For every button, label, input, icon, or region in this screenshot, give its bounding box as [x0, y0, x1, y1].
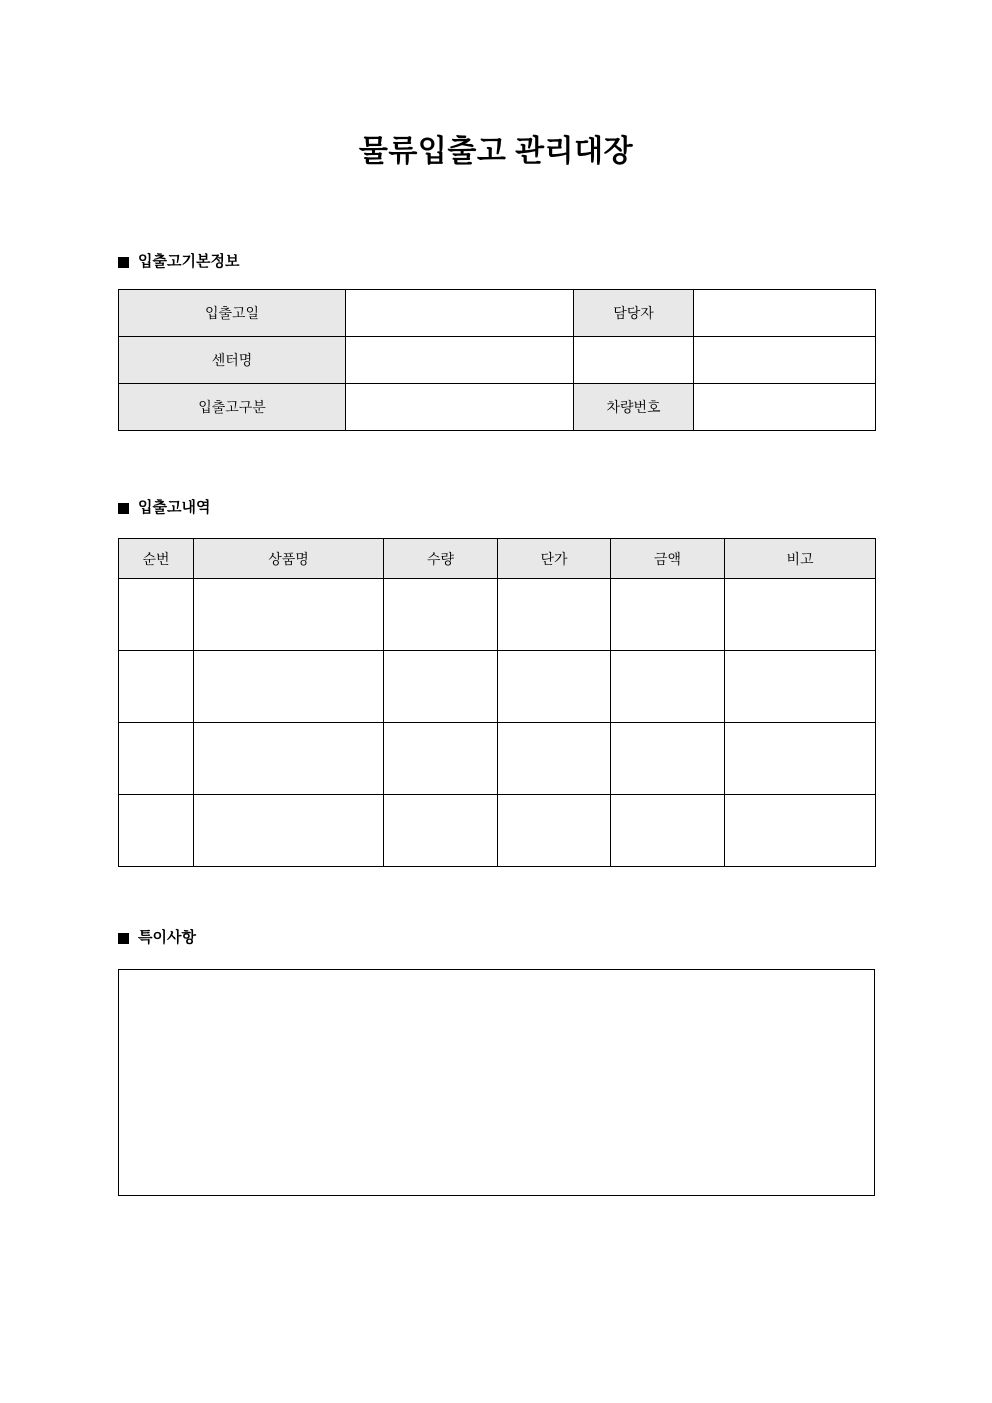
cell-quantity[interactable]	[384, 795, 498, 867]
table-row	[119, 290, 876, 337]
cell-no[interactable]	[119, 579, 194, 651]
cell-amount[interactable]	[611, 651, 725, 723]
table-row	[119, 579, 876, 651]
section-heading-label: 입출고내역	[138, 499, 211, 516]
cell-unit-price[interactable]	[498, 723, 611, 795]
page-title: 물류입출고 관리대장	[358, 135, 634, 168]
cell-unit-price[interactable]	[498, 795, 611, 867]
column-header-amount: 금액	[611, 539, 725, 579]
column-header-quantity: 수량	[384, 539, 498, 579]
basic-info-table	[118, 289, 876, 431]
square-bullet-icon	[118, 503, 129, 514]
column-header-product-name: 상품명	[194, 539, 384, 579]
cell-quantity[interactable]	[384, 723, 498, 795]
field-value-inout-date[interactable]	[346, 290, 574, 337]
field-value-blank[interactable]	[694, 337, 876, 384]
cell-amount[interactable]	[611, 579, 725, 651]
table-header-row	[119, 539, 876, 579]
cell-no[interactable]	[119, 651, 194, 723]
cell-no[interactable]	[119, 723, 194, 795]
cell-quantity[interactable]	[384, 579, 498, 651]
table-row	[119, 795, 876, 867]
cell-remarks[interactable]	[725, 579, 876, 651]
cell-remarks[interactable]	[725, 651, 876, 723]
section-heading-label: 특이사항	[138, 929, 196, 946]
field-value-inout-type[interactable]	[346, 384, 574, 431]
column-header-unit-price: 단가	[498, 539, 611, 579]
cell-remarks[interactable]	[725, 795, 876, 867]
square-bullet-icon	[118, 933, 129, 944]
cell-remarks[interactable]	[725, 723, 876, 795]
section-heading-basic-info	[118, 252, 239, 272]
cell-product-name[interactable]	[194, 579, 384, 651]
table-row	[119, 337, 876, 384]
cell-product-name[interactable]	[194, 651, 384, 723]
table-row	[119, 384, 876, 431]
field-label-vehicle-number: 차량번호	[574, 384, 694, 431]
field-label-blank	[574, 337, 694, 384]
column-header-no: 순번	[119, 539, 194, 579]
cell-no[interactable]	[119, 795, 194, 867]
table-row	[119, 723, 876, 795]
field-label-inout-type: 입출고구분	[119, 384, 346, 431]
field-value-vehicle-number[interactable]	[694, 384, 876, 431]
column-header-remarks: 비고	[725, 539, 876, 579]
table-row	[119, 651, 876, 723]
cell-amount[interactable]	[611, 723, 725, 795]
field-label-manager: 담당자	[574, 290, 694, 337]
field-value-manager[interactable]	[694, 290, 876, 337]
square-bullet-icon	[118, 257, 129, 268]
cell-product-name[interactable]	[194, 795, 384, 867]
cell-product-name[interactable]	[194, 723, 384, 795]
field-value-center-name[interactable]	[346, 337, 574, 384]
cell-amount[interactable]	[611, 795, 725, 867]
section-heading-item-details	[118, 498, 210, 518]
field-label-inout-date: 입출고일	[119, 290, 346, 337]
section-heading-label: 입출고기본정보	[138, 253, 240, 270]
cell-unit-price[interactable]	[498, 579, 611, 651]
cell-quantity[interactable]	[384, 651, 498, 723]
cell-unit-price[interactable]	[498, 651, 611, 723]
field-label-center-name: 센터명	[119, 337, 346, 384]
item-details-table	[118, 538, 876, 867]
special-notes-box[interactable]	[118, 969, 875, 1196]
section-heading-special-notes	[118, 928, 196, 948]
